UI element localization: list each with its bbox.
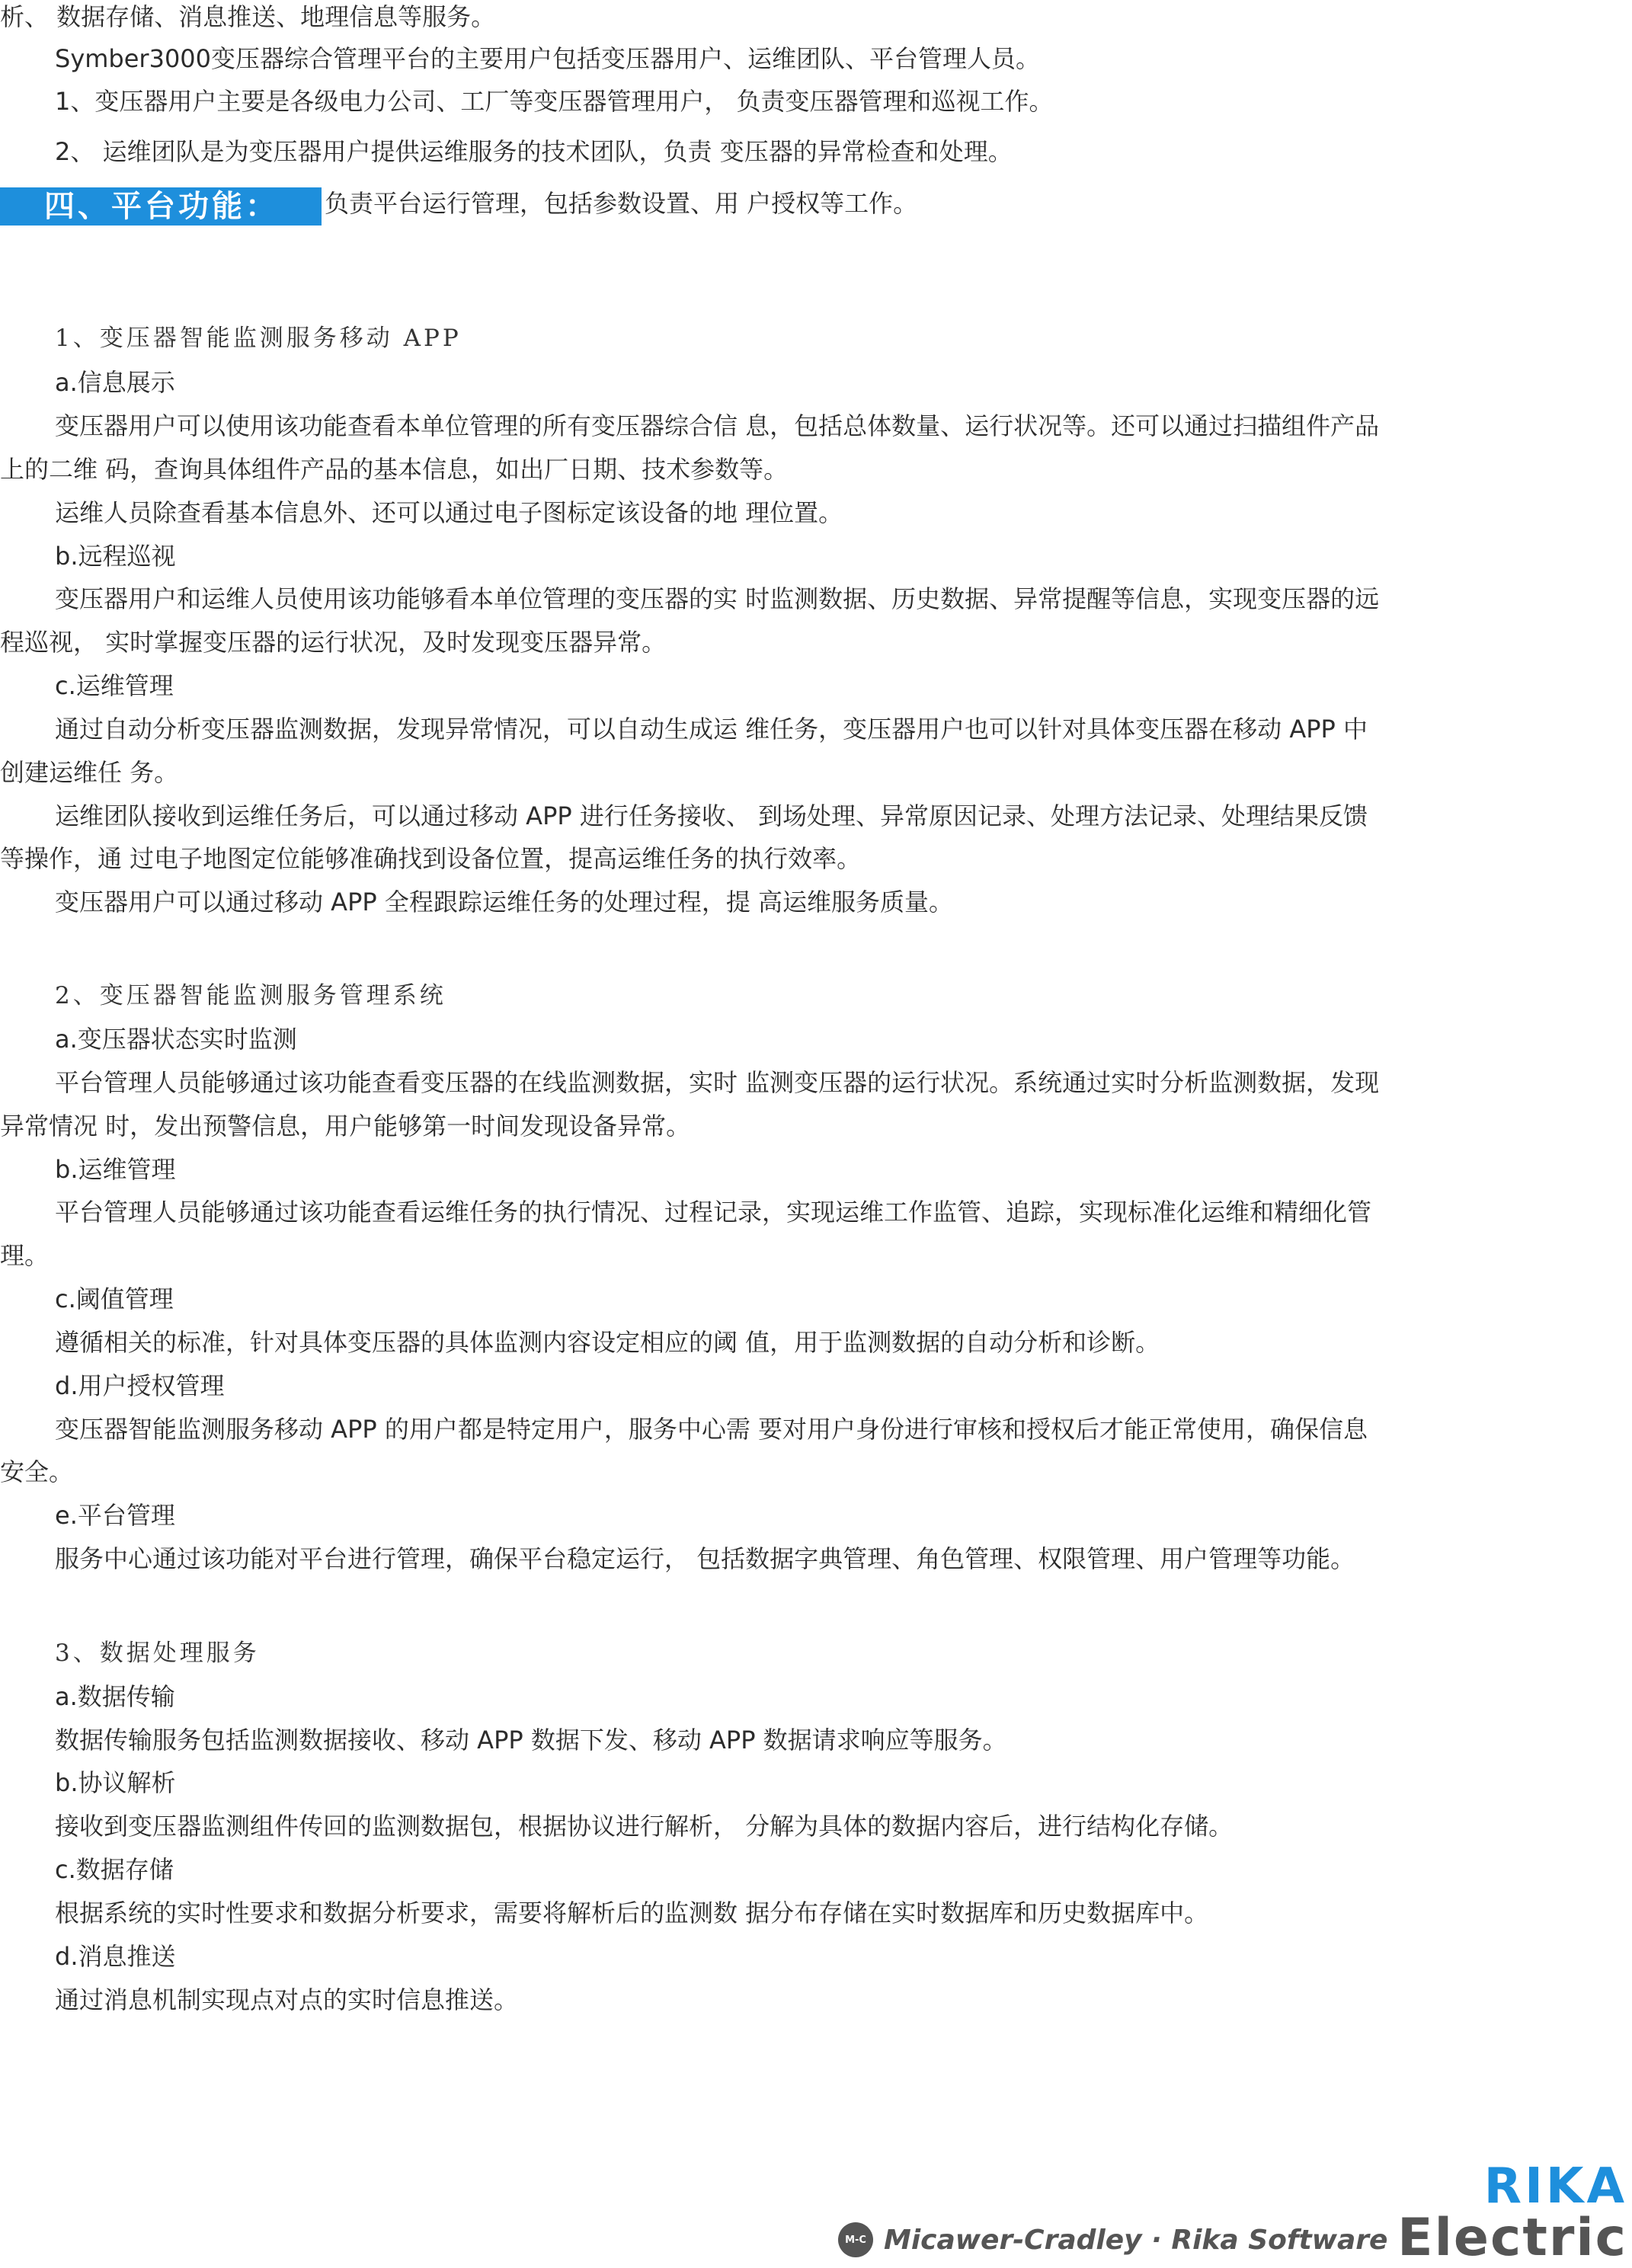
text-line: 2、 运维团队是为变压器用户提供运维服务的技术团队，负责 变压器的异常检查和处理。 [55, 137, 1013, 166]
text-line: 数据传输服务包括监测数据接收、移动 APP 数据下发、移动 APP 数据请求响应等服务。 [55, 1726, 1007, 1755]
item-title: c.阈值管理 [55, 1284, 174, 1313]
text-line: 析、 数据存储、消息推送、地理信息等服务。 [0, 2, 496, 31]
item-title: b.协议解析 [55, 1768, 176, 1797]
text-line: 程巡视， 实时掌握变压器的运行状况，及时发现变压器异常。 [0, 628, 667, 657]
mc-seal-icon: M-C [838, 2222, 873, 2257]
brand-logo-electric: Electric [1397, 2208, 1627, 2268]
subsection-heading: 1、变压器智能监测服务移动 APP [55, 325, 462, 352]
item-title: b.运维管理 [55, 1155, 176, 1184]
text-line: 变压器智能监测服务移动 APP 的用户都是特定用户，服务中心需 要对用户身份进行审核和授权后才能正常使用，确保信息 [55, 1415, 1368, 1444]
item-title: b.远程巡视 [55, 542, 176, 571]
item-title: d.消息推送 [55, 1942, 176, 1971]
item-title: e.平台管理 [55, 1501, 175, 1530]
text-line: 通过自动分析变压器监测数据，发现异常情况，可以自动生成运 维任务，变压器用户也可以针对具体变压器在移动 APP 中 [55, 715, 1368, 744]
text-line: 异常情况 时，发出预警信息，用户能够第一时间发现设备异常。 [0, 1112, 691, 1140]
subsection-heading: 3、数据处理服务 [55, 1639, 260, 1667]
text-line: 平台管理人员能够通过该功能查看变压器的在线监测数据，实时 监测变压器的运行状况。系统通过实时分析监测数据，发现 [55, 1068, 1380, 1097]
text-line: 运维团队接收到运维任务后，可以通过移动 APP 进行任务接收、 到场处理、异常原因记录、处理方法记录、处理结果反馈 [55, 801, 1368, 830]
text-line: 上的二维 码，查询具体组件产品的基本信息，如出厂日期、技术参数等。 [0, 455, 789, 484]
text-line: 运维人员除查看基本信息外、还可以通过电子图标定该设备的地 理位置。 [55, 498, 843, 527]
text-line: 变压器用户可以通过移动 APP 全程跟踪运维任务的处理过程，提 高运维服务质量。 [55, 888, 954, 916]
text-line: 平台管理人员能够通过该功能查看运维任务的执行情况、过程记录，实现运维工作监管、追踪，实现标准化运维和精细化管 [55, 1198, 1372, 1227]
item-title: c.数据存储 [55, 1855, 174, 1884]
text-line: 安全。 [0, 1457, 74, 1486]
item-title: d.用户授权管理 [55, 1371, 225, 1400]
text-line: 遵循相关的标准，针对具体变压器的具体监测内容设定相应的阈 值，用于监测数据的自动分析和诊断。 [55, 1328, 1160, 1357]
brand-logo-rika: RIKA [1483, 2158, 1627, 2215]
item-title: a.数据传输 [55, 1682, 175, 1711]
text-line: 服务中心通过该功能对平台进行管理，确保平台稳定运行， 包括数据字典管理、角色管理、权限管理、用户管理等功能。 [55, 1544, 1355, 1573]
text-line: Symber3000变压器综合管理平台的主要用户包括变压器用户、运维团队、平台管理人员。 [55, 44, 1041, 73]
footer-credit [838, 2221, 1387, 2259]
text-line: 理。 [0, 1241, 50, 1270]
text-line: 变压器用户和运维人员使用该功能够看本单位管理的变压器的实 时监测数据、历史数据、异常提醒等信息，实现变压器的远 [55, 584, 1380, 613]
item-title: a.信息展示 [55, 368, 175, 397]
text-line: 创建运维任 务。 [0, 758, 179, 787]
text-line: 接收到变压器监测组件传回的监测数据包，根据协议进行解析， 分解为具体的数据内容后，进行结构化存储。 [55, 1812, 1234, 1841]
text-line: 变压器用户可以使用该功能查看本单位管理的所有变压器综合信 息，包括总体数量、运行状况等。还可以通过扫描组件产品 [55, 411, 1380, 440]
item-title: c.运维管理 [55, 671, 174, 700]
brand-logo [1397, 2158, 1627, 2268]
text-line: 通过消息机制实现点对点的实时信息推送。 [55, 1985, 519, 2014]
item-title: a.变压器状态实时监测 [55, 1025, 297, 1054]
footer-text: Micawer-Cradley · Rika Software [884, 2224, 1388, 2256]
text-line: 等操作，通 过电子地图定位能够准确找到设备位置，提高运维任务的执行效率。 [0, 844, 862, 873]
text-line: 负责平台运行管理，包括参数设置、用 户授权等工作。 [325, 189, 918, 218]
section-title-banner: 四、平台功能： [0, 187, 322, 226]
text-line: 1、变压器用户主要是各级电力公司、工厂等变压器管理用户， 负责变压器管理和巡视工作。 [55, 87, 1054, 116]
subsection-heading: 2、变压器智能监测服务管理系统 [55, 982, 446, 1009]
text-line: 根据系统的实时性要求和数据分析要求，需要将解析后的监测数 据分布存储在实时数据库和历史数据库中。 [55, 1899, 1209, 1927]
